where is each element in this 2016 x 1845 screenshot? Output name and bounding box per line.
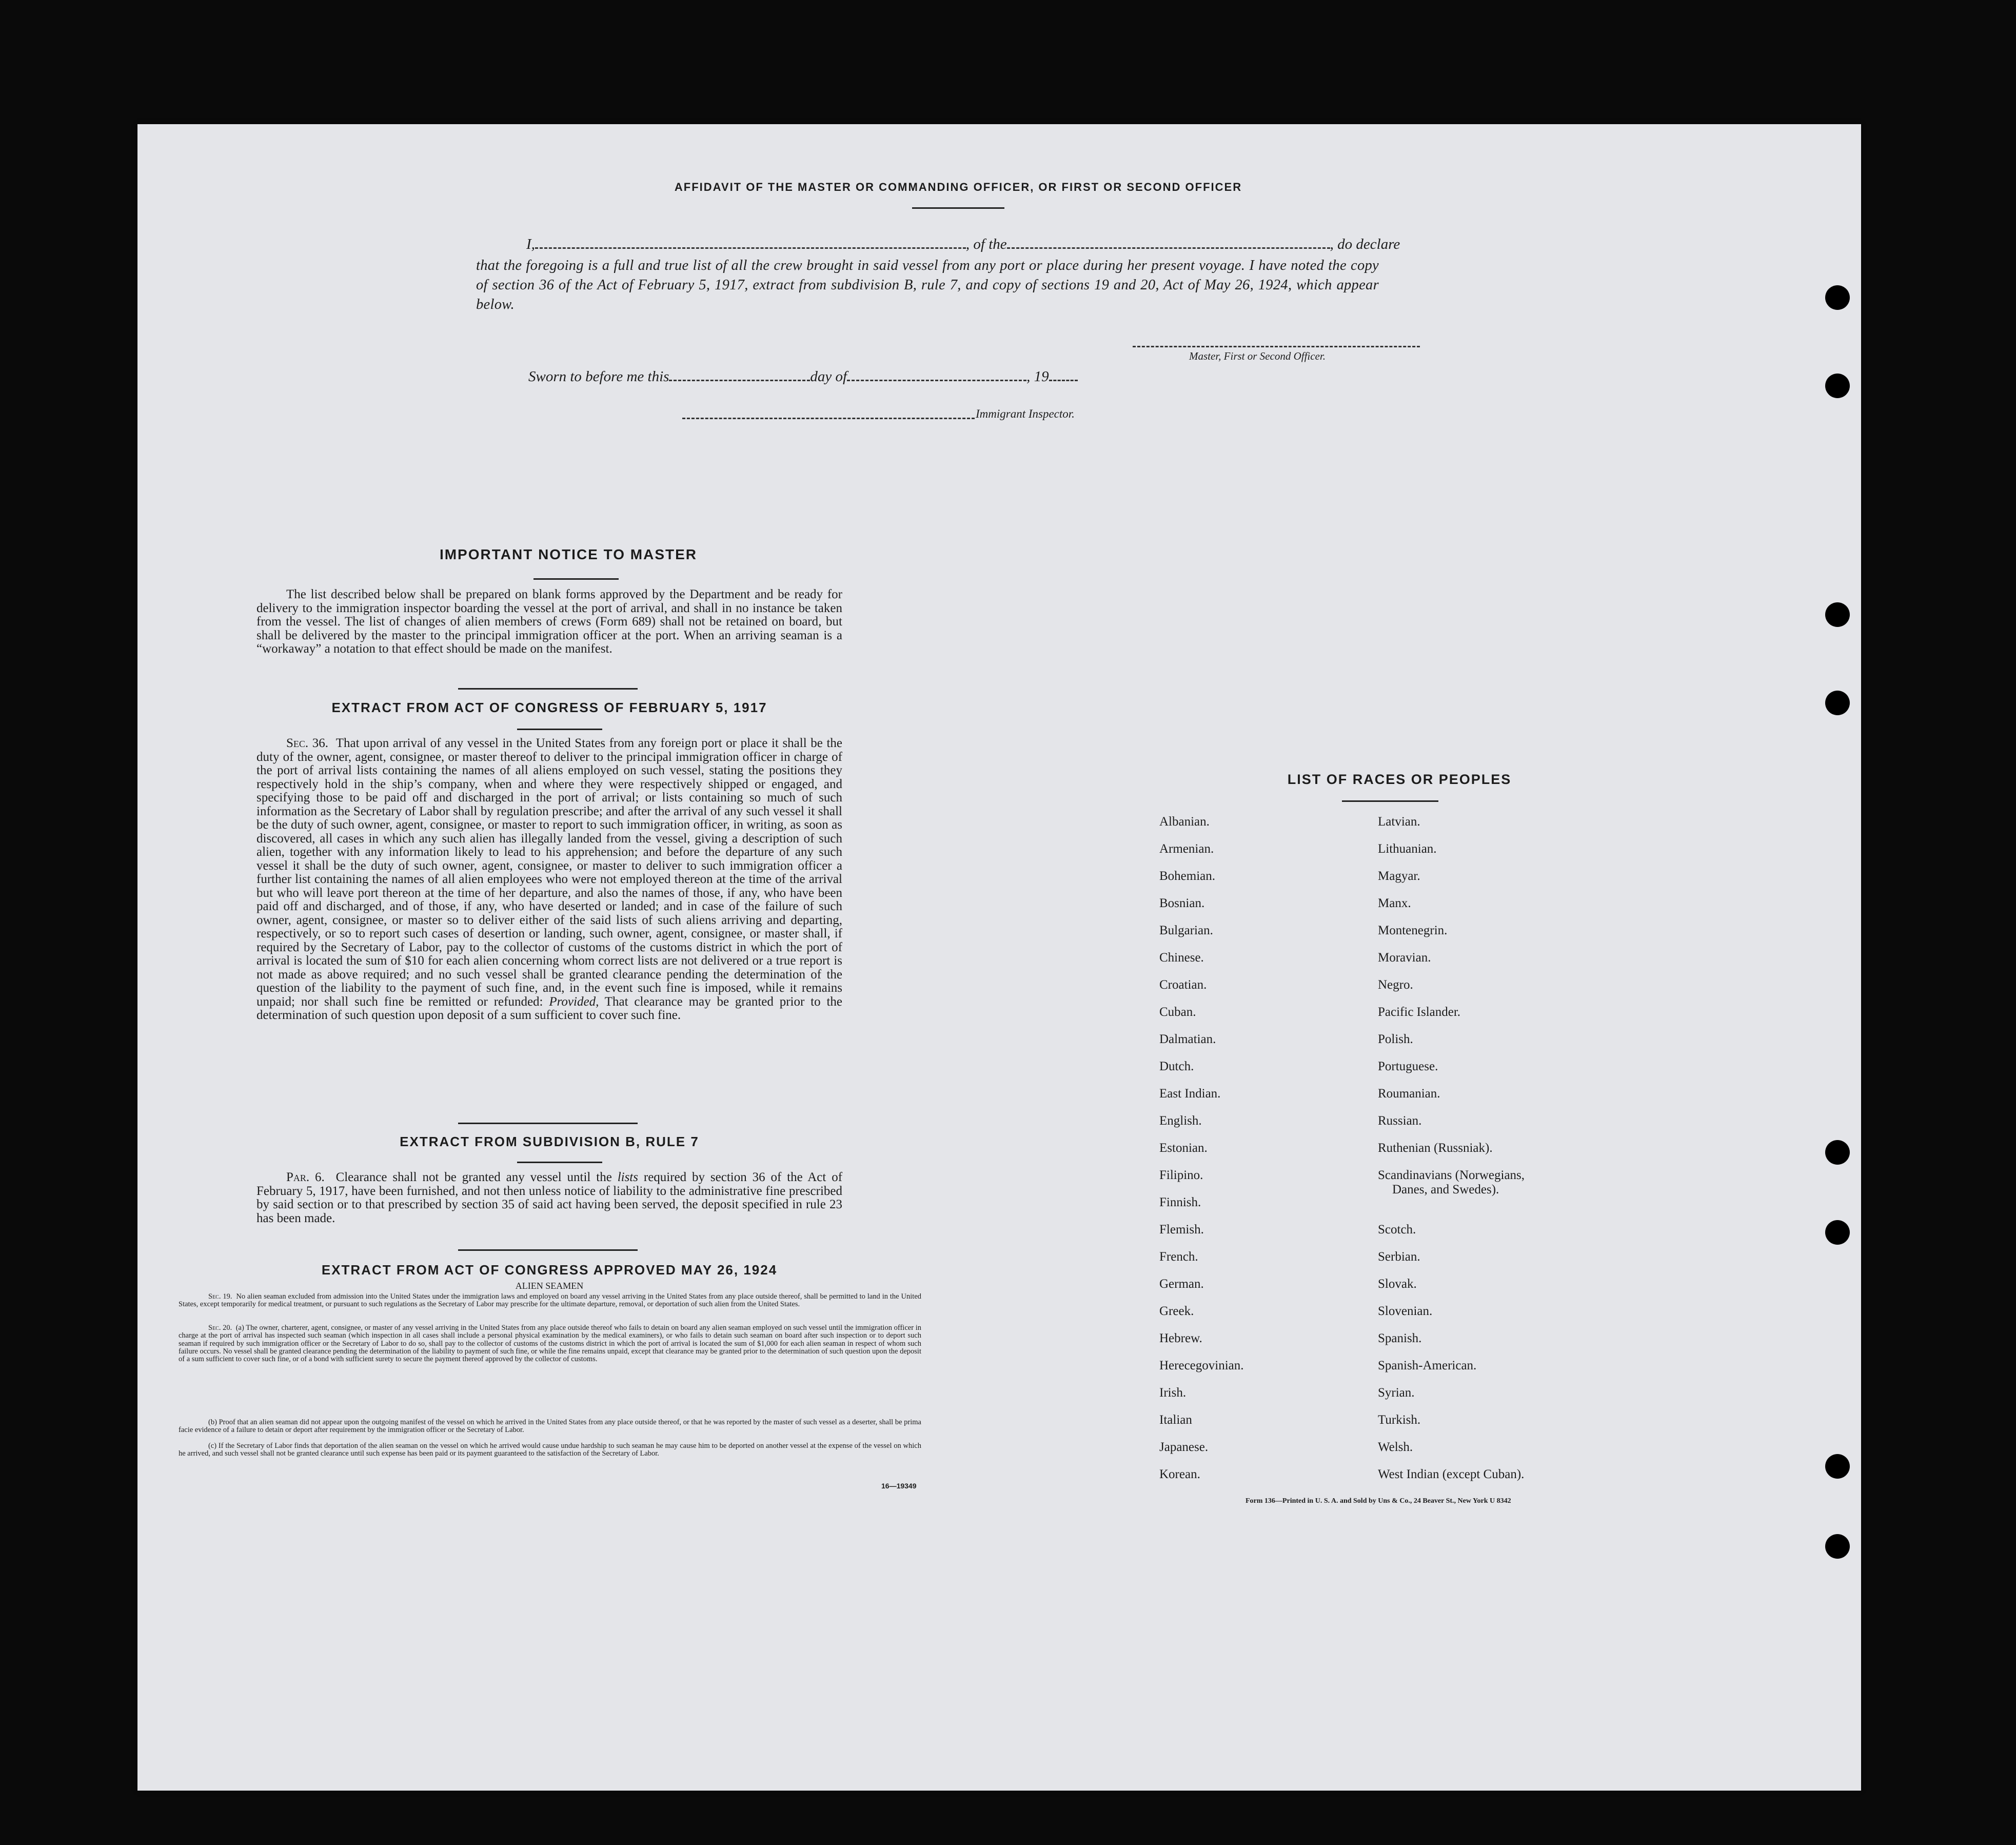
notice-title: IMPORTANT NOTICE TO MASTER bbox=[439, 546, 698, 562]
race-right-item: Spanish-American. bbox=[1378, 1359, 1477, 1372]
vessel-name-field[interactable] bbox=[1007, 247, 1330, 249]
sworn-year-field[interactable] bbox=[1049, 380, 1078, 381]
race-left-item: German. bbox=[1159, 1277, 1204, 1291]
punch-hole bbox=[1825, 285, 1850, 310]
race-left-item: Hebrew. bbox=[1159, 1331, 1202, 1345]
race-right-item: Russian. bbox=[1378, 1114, 1422, 1128]
race-left-item: Armenian. bbox=[1159, 842, 1214, 856]
race-right-item: Magyar. bbox=[1378, 869, 1420, 883]
race-left-item: Bosnian. bbox=[1159, 896, 1205, 910]
race-right-item: Ruthenian (Russniak). bbox=[1378, 1141, 1493, 1155]
notice-end-rule bbox=[458, 688, 638, 690]
act1924-title: EXTRACT FROM ACT OF CONGRESS APPROVED MAY 26, 1924 bbox=[321, 1262, 778, 1278]
race-left-item: Flemish. bbox=[1159, 1223, 1204, 1236]
race-right-item: Slovenian. bbox=[1378, 1304, 1433, 1318]
affidavit-body: that the foregoing is a full and true list of all the crew brought in said vessel from any port or place during her present voyage. I have noted the copy of section 36 of the Act of February 5, 1917, extract from subdivision B, rule 7, and copy of sections 19 and 20, Act of May 26, 1924, which appear below. bbox=[476, 258, 1379, 312]
rule7-body-b: required by section 36 of the Act of February 5, 1917, have been furnished, and not then unless notice of liability to the administrative fine prescribed by said section or to that prescribed by section 35 of said act having been served, the deposit specified in rule 23 has been made. bbox=[256, 1170, 843, 1225]
race-left-item: Chinese. bbox=[1159, 951, 1204, 965]
race-left-item: Korean. bbox=[1159, 1467, 1200, 1481]
race-left-item: Filipino. bbox=[1159, 1168, 1203, 1182]
punch-hole bbox=[1825, 691, 1850, 715]
sworn-line bbox=[528, 368, 1078, 385]
sworn-day: day of bbox=[810, 368, 847, 385]
punch-hole bbox=[1825, 374, 1850, 398]
race-right-item: Polish. bbox=[1378, 1032, 1413, 1046]
race-right-item: Slovak. bbox=[1378, 1277, 1417, 1291]
race-left-item: Italian bbox=[1159, 1413, 1192, 1427]
race-left-item: East Indian. bbox=[1159, 1087, 1221, 1101]
act1917-provided: Provided, bbox=[549, 994, 599, 1009]
sworn-year: , 19 bbox=[1026, 368, 1049, 385]
master-name-field[interactable] bbox=[535, 247, 966, 249]
affidavit-declare: , do declare bbox=[1330, 236, 1400, 252]
race-left-item: Greek. bbox=[1159, 1304, 1194, 1318]
rule7-body-a: Clearance shall not be granted any vessel until the bbox=[335, 1170, 612, 1184]
act1924-sec19-text: No alien seaman excluded from admission into the United States under the immigration laws and employed on board any vessel arriving in the United States from any place outside thereof, shall be permitted to land in the United States, except temporarily for medical treatment, or pursuant to such regulations as the Secretary of Labor may prescribe for the ultimate departure, removal, or deportation of such alien from the United States. bbox=[179, 1292, 922, 1309]
notice-text: The list described below shall be prepared on blank forms approved by the Department and be ready for delivery to the immigration inspector boarding the vessel at the port of arrival, and shall in no instance be taken from the vessel. The list of changes of alien members of crews (Form 689) shall not be retained on board, but shall be delivered by the master to the principal immigration officer at the port. When an arriving seaman is a “workaway” a notation to that effect should be made on the manifest. bbox=[256, 587, 842, 656]
race-right-item: Danes, and Swedes). bbox=[1392, 1183, 1499, 1196]
race-right-item: Lithuanian. bbox=[1378, 842, 1437, 856]
act1924-sec20c: (c) If the Secretary of Labor finds that deportation of the alien seaman on the vessel on which he arrived would cause undue hardship to such seaman he may cause him to be deported on another vessel at the expense of the vessel on which he arrived, and such vessel shall not be granted clearance until such expense has been paid or its payment guaranteed to the satisfaction of the Secretary of Labor. bbox=[179, 1442, 921, 1458]
rule7-title: EXTRACT FROM SUBDIVISION B, RULE 7 bbox=[400, 1134, 699, 1149]
sworn-month-field[interactable] bbox=[847, 380, 1026, 381]
race-left-item: Dutch. bbox=[1159, 1059, 1194, 1073]
act1924-sec19-label: Sec. 19. bbox=[208, 1292, 232, 1301]
race-right-item: Moravian. bbox=[1378, 951, 1431, 965]
act1924-sec19 bbox=[179, 1293, 921, 1309]
race-right-item: Portuguese. bbox=[1378, 1059, 1438, 1073]
act1917-title: EXTRACT FROM ACT OF CONGRESS OF FEBRUARY 5, 1917 bbox=[331, 700, 767, 715]
race-left-item: Finnish. bbox=[1159, 1195, 1201, 1209]
affidavit-title: AFFIDAVIT OF THE MASTER OR COMMANDING OFFICER, OR FIRST OR SECOND OFFICER bbox=[674, 181, 1242, 193]
punch-hole bbox=[1825, 1220, 1850, 1245]
race-right-item: Spanish. bbox=[1378, 1331, 1422, 1345]
sworn-date-field[interactable] bbox=[669, 380, 810, 381]
rule7-rule bbox=[517, 1162, 602, 1163]
race-right-item: West Indian (except Cuban). bbox=[1378, 1467, 1525, 1481]
punch-hole bbox=[1825, 602, 1850, 627]
act1917-rule bbox=[517, 729, 602, 730]
race-left-item: Albanian. bbox=[1159, 815, 1210, 829]
race-left-item: Croatian. bbox=[1159, 978, 1207, 992]
act1924-code: 16—19349 bbox=[881, 1482, 917, 1490]
race-left-item: Estonian. bbox=[1159, 1141, 1208, 1155]
race-left-item: Cuban. bbox=[1159, 1005, 1196, 1019]
race-right-item: Roumanian. bbox=[1378, 1087, 1440, 1101]
race-right-item: Syrian. bbox=[1378, 1386, 1415, 1400]
race-right-item: Manx. bbox=[1378, 896, 1411, 910]
race-left-item: English. bbox=[1159, 1114, 1202, 1128]
act1924-sec20a bbox=[179, 1324, 921, 1363]
sworn-prefix: Sworn to before me this bbox=[528, 368, 669, 385]
punch-hole bbox=[1825, 1140, 1850, 1165]
act1924-sec20-label: Sec. 20. bbox=[208, 1324, 232, 1332]
race-right-item: Scandinavians (Norwegians, bbox=[1378, 1168, 1525, 1182]
race-left-item: Japanese. bbox=[1159, 1440, 1209, 1454]
affidavit-of-the: , of the bbox=[965, 236, 1007, 252]
act1924-subtitle: ALIEN SEAMEN bbox=[515, 1281, 584, 1291]
rule7-text bbox=[256, 1171, 842, 1225]
races-title: LIST OF RACES OR PEOPLES bbox=[1287, 772, 1512, 787]
race-left-item: French. bbox=[1159, 1250, 1198, 1264]
punch-hole bbox=[1825, 1534, 1850, 1559]
races-rule bbox=[1342, 800, 1438, 802]
race-right-item: Negro. bbox=[1378, 978, 1413, 992]
affidavit-i: I, bbox=[526, 236, 535, 252]
act1917-end-rule bbox=[458, 1123, 638, 1124]
form-footer: Form 136—Printed in U. S. A. and Sold by Uns & Co., 24 Beaver St., New York U 8342 bbox=[1246, 1497, 1511, 1505]
affidavit-declaration bbox=[476, 236, 1400, 253]
form-page bbox=[137, 124, 1861, 1791]
notice-rule bbox=[533, 578, 619, 580]
race-right-item: Turkish. bbox=[1378, 1413, 1421, 1427]
race-right-item: Pacific Islander. bbox=[1378, 1005, 1461, 1019]
rule7-lists: lists bbox=[617, 1170, 638, 1184]
race-right-item: Serbian. bbox=[1378, 1250, 1420, 1264]
race-right-item: Latvian. bbox=[1378, 815, 1420, 829]
race-right-item: Welsh. bbox=[1378, 1440, 1413, 1454]
race-left-item: Herecegovinian. bbox=[1159, 1359, 1244, 1372]
race-left-item: Irish. bbox=[1159, 1386, 1187, 1400]
act1917-body: That upon arrival of any vessel in the United States from any foreign port or place it shall be the duty of the owner, agent, consignee, or master thereof to deliver to the principal immigration officer in charge of the port of arrival lists containing the names of all aliens employed on such vessel, stating the positions they respectively hold in the ship’s company, when and where they were respectively shipped or engaged, and specifying those to be paid off and discharged in the port of arrival; or lists containing so much of such information as the Secretary of Labor shall by regulation prescribe; and after the arrival of any such vessel it shall be the duty of such owner, agent, consignee, or master to report to such immigration officer, in writing, as soon as discovered, all cases in which any such alien has illegally landed from the vessel, giving a description of such alien, together with any information likely to lead to his apprehension; and before the departure of any such vessel it shall be the duty of such owner, agent, consignee, or master to deliver to such immigration officer a further list containing the names of all alien employees who were not employed thereon at the time of the arrival but who will leave port thereon at the time of her departure, and also the names of those, if any, who have been paid off and discharged, and of those, if any, who have deserted or landed; and in case of the failure of such owner, agent, consignee, or master so to deliver either of the said lists of such aliens arriving and departing, respectively, or so to report such cases of desertion or landing, such owner, agent, consignee, or master shall, if required by the Secretary of Labor, pay to the collector of customs of the customs district in which the port of arrival is located the sum of $10 for each alien concerning whom correct lists are not delivered or a true report is not made as above required; and no such vessel shall be granted clearance pending the determination of the question of the liability to the payment of such fine, and, in the event such fine is imposed, while it remains unpaid; nor shall such fine be remitted or refunded: bbox=[256, 736, 842, 1009]
affidavit-rule bbox=[912, 207, 1004, 209]
rule7-end-rule bbox=[458, 1249, 638, 1251]
punch-hole bbox=[1825, 1454, 1850, 1479]
rule7-par: Par. 6. bbox=[286, 1170, 325, 1184]
signature-caption: Master, First or Second Officer. bbox=[1189, 350, 1326, 362]
master-signature-field[interactable] bbox=[1133, 346, 1420, 347]
race-left-item: Dalmatian. bbox=[1159, 1032, 1216, 1046]
inspector-caption: Immigrant Inspector. bbox=[976, 407, 1075, 420]
act1917-body-end: That clearance may be granted prior to the determination of such question upon deposit of a sum sufficient to cover such fine. bbox=[256, 994, 843, 1022]
inspector-signature-field[interactable] bbox=[682, 418, 975, 419]
act1924-sec20b: (b) Proof that an alien seaman did not appear upon the outgoing manifest of the vessel on which he arrived in the United States from any place outside thereof, or that he was reported by the master of such vessel as a deserter, shall be prima facie evidence of a failure to detain or deport after requirement by the immigration officer or the Secretary of Labor. bbox=[179, 1418, 921, 1435]
act1917-sec: Sec. 36. bbox=[286, 736, 329, 750]
race-right-item: Scotch. bbox=[1378, 1223, 1416, 1236]
act1917-text bbox=[256, 737, 842, 1023]
race-left-item: Bohemian. bbox=[1159, 869, 1216, 883]
act1924-sec20a-text: (a) The owner, charterer, agent, consignee, or master of any vessel arriving in the United States from any place outside thereof who fails to detain on board any alien seaman employed on such vessel until the immigration officer in charge at the port of arrival has inspected such seaman (which inspection in all cases shall include a personal physical examination by the medical examiners), or who fails to detain such seaman on board after such inspection or to deport such seaman if required by such immigration officer or the Secretary of Labor to do so, shall pay to the collector of customs of the customs district in which the port of arrival is located the sum of $1,000 for each alien seaman in respect of whom such failure occurs. No vessel shall be granted clearance pending the determination of the liability to payment of such fine, or while the fine remains unpaid, except that clearance may be granted prior to the determination of such question upon the deposit of a sum sufficient to cover such fine, or of a bond with sufficient surety to secure the payment thereof approved by the collector of customs. bbox=[179, 1324, 922, 1364]
race-left-item: Bulgarian. bbox=[1159, 924, 1213, 937]
race-right-item: Montenegrin. bbox=[1378, 924, 1448, 937]
